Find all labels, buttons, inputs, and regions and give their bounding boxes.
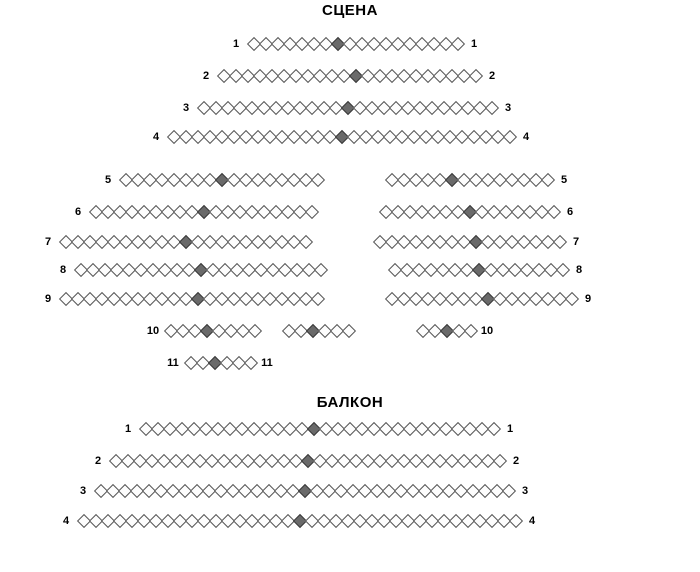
seat[interactable] — [469, 70, 482, 83]
row-number-left: 2 — [94, 455, 102, 467]
seat[interactable] — [311, 174, 324, 187]
row-number-right: 7 — [572, 236, 580, 248]
row-number-right: 5 — [560, 174, 568, 186]
row-number-right: 1 — [506, 423, 514, 435]
seat[interactable] — [487, 423, 500, 436]
row-number-left: 2 — [202, 70, 210, 82]
seat[interactable] — [244, 357, 257, 370]
seat-row — [198, 67, 500, 85]
row-number-left: 8 — [59, 264, 67, 276]
seat-group — [119, 174, 553, 187]
row-number-left: 3 — [182, 102, 190, 114]
seat-row — [40, 233, 584, 251]
seat-group — [247, 38, 463, 51]
seat-group — [94, 485, 514, 498]
seat[interactable] — [485, 102, 498, 115]
seat[interactable] — [553, 236, 566, 249]
seat-row — [55, 261, 587, 279]
seat[interactable] — [451, 38, 464, 51]
row-number-left: 9 — [44, 293, 52, 305]
seat[interactable] — [299, 236, 312, 249]
seat[interactable] — [541, 174, 554, 187]
seat-group — [109, 455, 505, 468]
seat[interactable] — [305, 206, 318, 219]
seat-group — [217, 70, 481, 83]
seat-group — [164, 325, 476, 338]
row-number-right: 1 — [470, 38, 478, 50]
seat-group — [167, 131, 515, 144]
row-number-left: 4 — [62, 515, 70, 527]
row-number-right: 9 — [584, 293, 592, 305]
row-number-right: 8 — [575, 264, 583, 276]
row-number-right: 4 — [522, 131, 530, 143]
seat[interactable] — [556, 264, 569, 277]
seat-row — [165, 354, 275, 372]
row-number-left: 4 — [152, 131, 160, 143]
row-number-right: 10 — [480, 325, 494, 337]
seat-group — [89, 206, 559, 219]
row-number-left: 7 — [44, 236, 52, 248]
seat-row — [70, 203, 578, 221]
row-number-left: 1 — [232, 38, 240, 50]
seat-group — [59, 236, 565, 249]
seat[interactable] — [464, 325, 477, 338]
row-number-left: 6 — [74, 206, 82, 218]
seat[interactable] — [509, 515, 522, 528]
row-number-right: 2 — [488, 70, 496, 82]
seat-group — [197, 102, 497, 115]
row-number-right: 2 — [512, 455, 520, 467]
seat-row — [228, 35, 482, 53]
seat-group — [77, 515, 521, 528]
seat-row — [100, 171, 572, 189]
row-number-right: 3 — [521, 485, 529, 497]
seat-group — [74, 264, 568, 277]
seat[interactable] — [565, 293, 578, 306]
seat-row — [40, 290, 596, 308]
seat-row — [90, 452, 524, 470]
seat[interactable] — [547, 206, 560, 219]
seat-row — [178, 99, 516, 117]
seat-row — [120, 420, 518, 438]
row-number-right: 6 — [566, 206, 574, 218]
row-number-left: 10 — [146, 325, 160, 337]
row-number-left: 1 — [124, 423, 132, 435]
balcony-title: БАЛКОН — [316, 394, 384, 411]
seat[interactable] — [311, 293, 324, 306]
seat-row — [75, 482, 533, 500]
seat[interactable] — [248, 325, 261, 338]
seat[interactable] — [493, 455, 506, 468]
seat[interactable] — [503, 131, 516, 144]
seat-group — [59, 293, 577, 306]
row-number-right: 3 — [504, 102, 512, 114]
seat-group — [139, 423, 499, 436]
row-number-left: 11 — [167, 357, 179, 369]
seat-group — [184, 357, 256, 370]
seat[interactable] — [314, 264, 327, 277]
seat[interactable] — [342, 325, 355, 338]
row-number-left: 5 — [104, 174, 112, 186]
seat-row — [148, 128, 534, 146]
scene-title: СЦЕНА — [322, 2, 378, 19]
seat-row — [58, 512, 540, 530]
row-number-right: 4 — [528, 515, 536, 527]
row-number-right: 11 — [261, 357, 273, 369]
row-number-left: 3 — [79, 485, 87, 497]
seat[interactable] — [502, 485, 515, 498]
seat-row — [145, 322, 495, 340]
